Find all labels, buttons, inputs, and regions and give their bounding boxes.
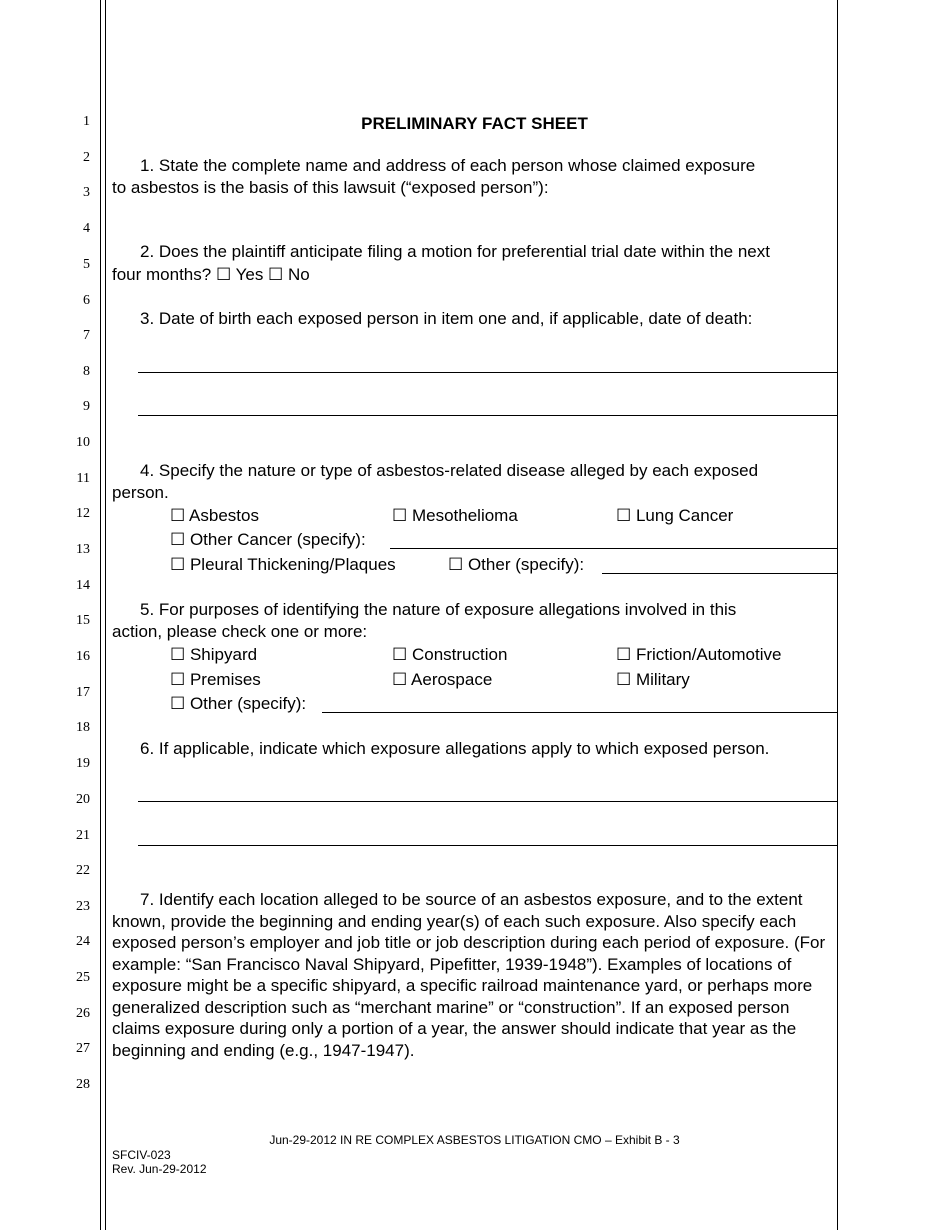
footer-caption: Jun-29-2012 IN RE COMPLEX ASBESTOS LITIGATION CMO – Exhibit B - 3: [269, 1133, 680, 1147]
answer-line[interactable]: [138, 372, 837, 373]
line-number: 18: [76, 720, 90, 735]
checkbox-pleural-thickening[interactable]: ☐ Pleural Thickening/Plaques: [170, 555, 396, 574]
checkbox-other-disease[interactable]: ☐ Other (specify):: [448, 555, 585, 574]
question-5-line-2: action, please check one or more:: [112, 622, 368, 641]
question-2-line-2[interactable]: four months? ☐ Yes ☐ No: [112, 265, 310, 284]
question-3-line-1: 3. Date of birth each exposed person in item one and, if applicable, date of death:: [140, 309, 753, 328]
line-number: 14: [76, 578, 90, 593]
checkbox-premises[interactable]: ☐ Premises: [170, 670, 261, 689]
question-4-line-2: person.: [112, 483, 169, 502]
checkbox-shipyard[interactable]: ☐ Shipyard: [170, 645, 258, 664]
line-number: 22: [76, 863, 90, 878]
line-number: 21: [76, 828, 90, 843]
line-number: 24: [76, 934, 90, 949]
checkbox-lung-cancer[interactable]: ☐ Lung Cancer: [616, 506, 734, 525]
answer-line[interactable]: [138, 801, 837, 802]
checkbox-asbestos[interactable]: ☐ Asbestos: [170, 506, 259, 525]
page-title: PRELIMINARY FACT SHEET: [361, 114, 588, 133]
answer-line[interactable]: [138, 415, 837, 416]
line-number: 13: [76, 542, 90, 557]
line-number: 9: [83, 399, 90, 414]
question-1-line-1: 1. State the complete name and address of each person whose claimed exposure: [140, 156, 756, 175]
line-number: 6: [83, 293, 90, 308]
checkbox-military[interactable]: ☐ Military: [616, 670, 690, 689]
checkbox-other-exposure[interactable]: ☐ Other (specify):: [170, 694, 307, 713]
line-number: 23: [76, 899, 90, 914]
answer-line[interactable]: [138, 845, 837, 846]
line-number: 10: [76, 435, 90, 450]
other-exposure-field[interactable]: [322, 712, 837, 713]
line-number: 7: [83, 328, 90, 343]
line-number: 1: [83, 114, 90, 129]
left-margin-rule-inner: [105, 0, 106, 1230]
form-id: SFCIV-023: [112, 1148, 171, 1162]
question-2-line-1: 2. Does the plaintiff anticipate filing a motion for preferential trial date within the next: [140, 242, 770, 261]
line-number: 17: [76, 685, 90, 700]
checkbox-mesothelioma[interactable]: ☐ Mesothelioma: [392, 506, 518, 525]
line-number: 15: [76, 613, 90, 628]
line-number: 25: [76, 970, 90, 985]
line-number: 12: [76, 506, 90, 521]
line-number: 11: [76, 471, 90, 486]
checkbox-construction[interactable]: ☐ Construction: [392, 645, 508, 664]
other-cancer-field[interactable]: [390, 548, 837, 549]
line-number: 3: [83, 185, 90, 200]
line-number: 26: [76, 1006, 90, 1021]
question-1-line-2: to asbestos is the basis of this lawsuit (“exposed person”):: [112, 178, 549, 197]
left-margin-rule-outer: [100, 0, 101, 1230]
line-number: 28: [76, 1077, 90, 1092]
question-5-line-1: 5. For purposes of identifying the nature of exposure allegations involved in this: [140, 600, 737, 619]
revision-date: Rev. Jun-29-2012: [112, 1162, 207, 1176]
line-number: 5: [83, 257, 90, 272]
line-number: 19: [76, 756, 90, 771]
checkbox-friction-automotive[interactable]: ☐ Friction/Automotive: [616, 645, 782, 664]
question-7-paragraph: 7. Identify each location alleged to be source of an asbestos exposure, and to the extent known, provide the beginning and ending year(s) of each such exposure. Also specify each exposed person’s employer and job title or job description during each period of exposure. (For example: “San Francisco Naval Shipyard, Pipefitter, 1939-1948”). Examples of locations of exposure might be a specific shipyard, a specific railroad maintenance yard, or perhaps more generalized description such as “merchant marine” or “construction”. If an exposed person claims exposure during only a portion of a year, the answer should indicate that year as the beginning and ending (e.g., 1947-1947).: [112, 890, 826, 1060]
line-number: 2: [83, 150, 90, 165]
checkbox-aerospace[interactable]: ☐ Aerospace: [392, 670, 493, 689]
line-number: 20: [76, 792, 90, 807]
line-number: 16: [76, 649, 90, 664]
line-number: 8: [83, 364, 90, 379]
line-number: 27: [76, 1041, 90, 1056]
other-disease-field[interactable]: [602, 573, 837, 574]
line-number: 4: [83, 221, 90, 236]
question-6-line-1: 6. If applicable, indicate which exposure allegations apply to which exposed person.: [140, 739, 770, 758]
checkbox-other-cancer[interactable]: ☐ Other Cancer (specify):: [170, 530, 366, 549]
question-4-line-1: 4. Specify the nature or type of asbestos-related disease alleged by each exposed: [140, 461, 759, 480]
